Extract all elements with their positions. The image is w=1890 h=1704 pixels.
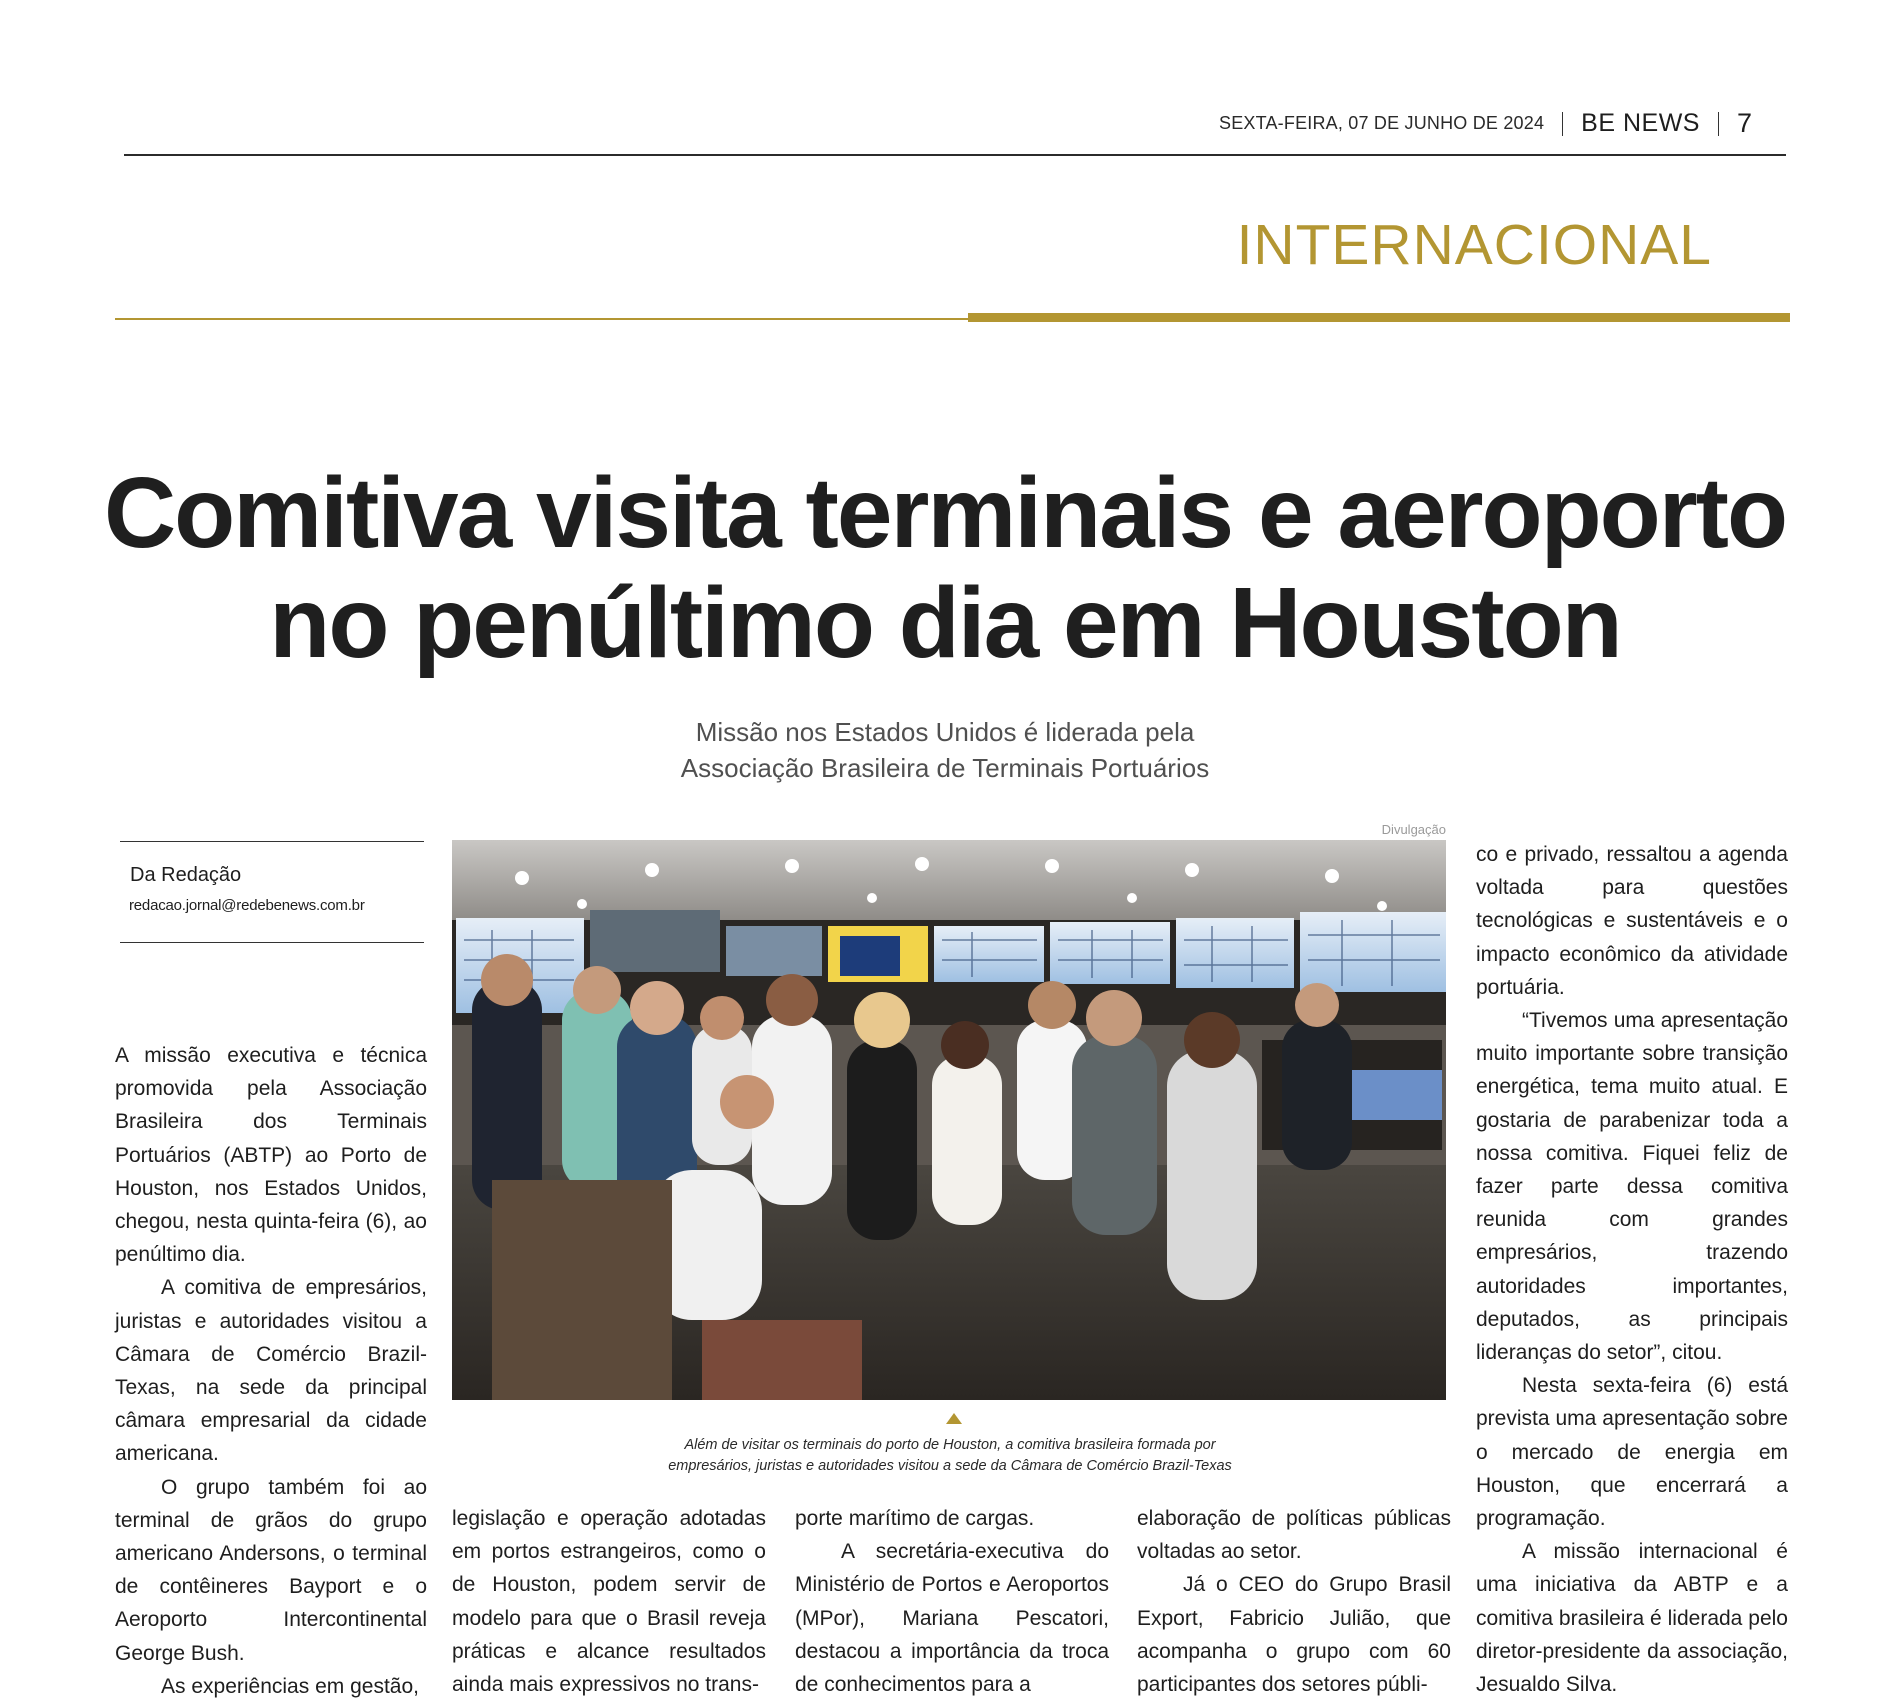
page-number: 7	[1736, 108, 1752, 138]
subtitle	[545, 714, 1345, 786]
headline-line: no penúltimo dia em Houston	[269, 567, 1621, 679]
header-divider	[1718, 112, 1719, 136]
page-header	[1219, 108, 1752, 139]
article-column-2	[452, 1502, 766, 1701]
article-column-4	[1137, 1502, 1451, 1701]
headline-line: Comitiva visita terminais e aeroporto	[103, 457, 1787, 569]
article-paragraph: porte marítimo de cargas.	[795, 1507, 1035, 1530]
caption-line: empresários, juristas e autoridades visitou a sede da Câmara de Comércio Brazil-Texas	[668, 1458, 1232, 1474]
headline	[80, 458, 1810, 678]
caption-line: Além de visitar os terminais do porto de Houston, a comitiva brasileira formada por	[684, 1437, 1216, 1453]
caption-marker-icon	[946, 1413, 962, 1424]
header-divider	[1562, 112, 1563, 136]
subtitle-line: Associação Brasileira de Terminais Portuários	[680, 753, 1210, 783]
article-paragraph: legislação e operação adotadas em portos estrangeiros, como o de Houston, podem servir de modelo para que o Brasil reveja práticas e alcance resultados ainda mais expressivos no trans-	[452, 1507, 766, 1697]
article-paragraph: Nesta sexta-feira (6) está prevista uma apresentação sobre o mercado de energia em Houston, que encerrará a programação.	[1476, 1374, 1788, 1531]
article-paragraph: As experiências em gestão,	[161, 1674, 419, 1698]
article-paragraph: co e privado, ressaltou a agenda voltada para questões tecnológicas e sustentáveis e o impacto econômico da atividade portuária.	[1476, 843, 1788, 999]
article-paragraph: O grupo também foi ao terminal de grãos do grupo americano Andersons, o terminal de contêineres Bayport e o Aeroporto Intercontinental George Bush.	[115, 1475, 427, 1665]
issue-date: SEXTA-FEIRA, 07 DE JUNHO DE 2024	[1219, 113, 1545, 133]
article-column-5	[1476, 838, 1788, 1701]
byline-author: Da Redação	[130, 864, 242, 886]
header-rule	[124, 154, 1786, 156]
article-paragraph: A missão internacional é uma iniciativa da ABTP e a comitiva brasileira é liderada pelo diretor-presidente da associação, Jesualdo Silva.	[1476, 1540, 1788, 1697]
byline-rule	[120, 942, 424, 943]
article-paragraph: A comitiva de empresários, juristas e autoridades visitou a Câmara de Comércio Brazil-Texas, na sede da principal câmara empresarial da cidade americana.	[115, 1276, 427, 1466]
byline-rule	[120, 841, 424, 842]
article-paragraph: Já o CEO do Grupo Brasil Export, Fabricio Julião, que acompanha o grupo com 60 participantes dos setores públi-	[1137, 1573, 1451, 1697]
article-column-3	[795, 1502, 1109, 1701]
article-photo	[452, 840, 1446, 1400]
article-paragraph: A secretária-executiva do Ministério de Portos e Aeroportos (MPor), Mariana Pescatori, destacou a importância da troca de conhecimentos para a	[795, 1540, 1109, 1697]
photo-caption	[600, 1435, 1300, 1477]
byline-email: redacao.jornal@redebenews.com.br	[129, 897, 365, 914]
section-title: INTERNACIONAL	[1236, 213, 1712, 277]
article-column-1	[115, 1039, 427, 1703]
control-room-group-photo	[452, 840, 1446, 1400]
article-paragraph: A missão executiva e técnica promovida pela Associação Brasileira dos Terminais Portuários (ABTP) ao Porto de Houston, nos Estados Unidos, chegou, nesta quinta-feira (6), ao penúltimo dia.	[115, 1044, 427, 1267]
photo-credit: Divulgação	[1381, 822, 1446, 837]
publication-name: BE NEWS	[1581, 109, 1700, 137]
article-paragraph: “Tivemos uma apresentação muito importante sobre transição energética, tema muito atual. E gostaria de parabenizar toda a nossa comitiva. Fiquei feliz de fazer parte dessa comitiva reunida com grandes empresários, trazendo autoridades importantes, deputados, as principais lideranças do setor”, citou.	[1476, 1009, 1788, 1365]
section-rule-accent	[968, 313, 1790, 322]
subtitle-line: Missão nos Estados Unidos é liderada pela	[695, 717, 1195, 747]
article-paragraph: elaboração de políticas públicas voltadas ao setor.	[1137, 1507, 1451, 1564]
